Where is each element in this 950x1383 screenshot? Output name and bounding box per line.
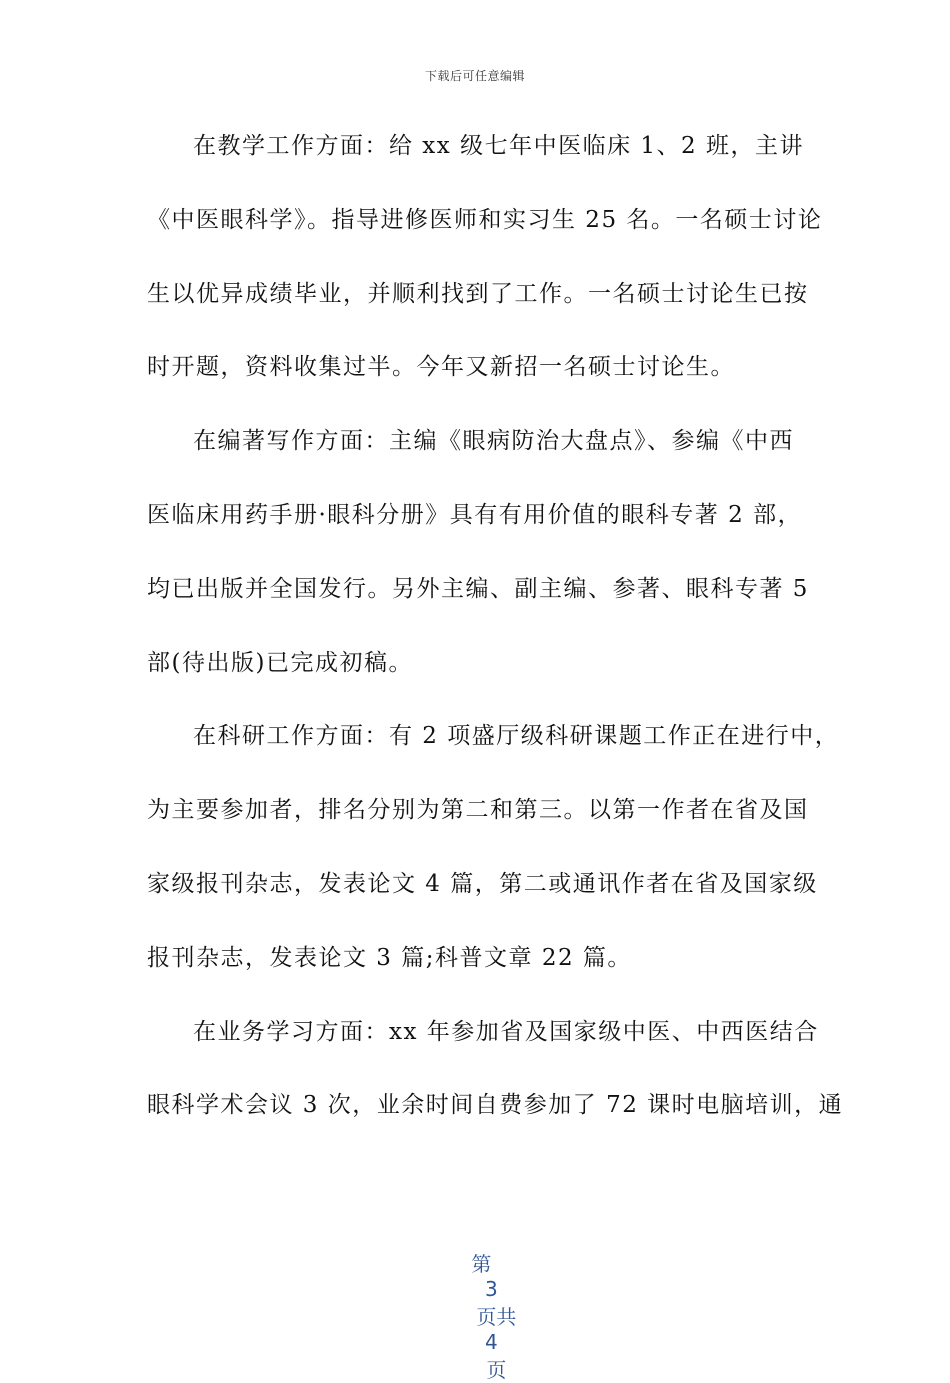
paragraph-line: 均已出版并全国发行。另外主编、副主编、参著、眼科专著 5 xyxy=(147,575,809,602)
paragraph-line: 部(待出版)已完成初稿。 xyxy=(147,649,413,676)
footer-total-pages: 4 xyxy=(484,1330,498,1354)
paragraph-line: 生以优异成绩毕业，并顺利找到了工作。一名硕士讨论生已按 xyxy=(147,280,809,307)
paragraph-line: 在教学工作方面：给 xx 级七年中医临床 1、2 班，主讲 xyxy=(193,133,804,159)
paragraph-line: 为主要参加者，排名分别为第二和第三。以第一作者在省及国 xyxy=(147,797,809,824)
paragraph-line: 《中医眼科学》。指导进修医师和实习生 25 名。一名硕士讨论 xyxy=(147,206,823,233)
paragraph-line: 家级报刊杂志，发表论文 4 篇，第二或通讯作者在省及国家级 xyxy=(147,870,818,897)
paragraph-line: 在科研工作方面：有 2 项盛厅级科研课题工作正在进行中， xyxy=(193,723,840,750)
footer-middle: 页共 xyxy=(476,1305,517,1329)
paragraph-line: 在编著写作方面：主编《眼病防治大盘点》、参编《中西 xyxy=(193,428,794,455)
document-body xyxy=(147,116,844,1149)
footer-prefix: 第 xyxy=(471,1252,492,1276)
paragraph-line: 报刊杂志，发表论文 3 篇;科普文章 22 篇。 xyxy=(147,944,632,971)
footer-suffix: 页 xyxy=(486,1358,507,1382)
footer-current-page: 3 xyxy=(484,1277,498,1301)
paragraph-line: 眼科学术会议 3 次，业余时间自费参加了 72 课时电脑培训，通 xyxy=(147,1092,844,1119)
paragraph-line: 医临床用药手册·眼科分册》具有有用价值的眼科专著 2 部， xyxy=(147,501,803,528)
header-note: 下载后可任意编辑 xyxy=(424,69,525,83)
page-footer xyxy=(0,1224,950,1383)
paragraph-line: 在业务学习方面：xx 年参加省及国家级中医、中西医结合 xyxy=(193,1018,819,1045)
paragraph-line: 时开题，资料收集过半。今年又新招一名硕士讨论生。 xyxy=(147,354,735,381)
